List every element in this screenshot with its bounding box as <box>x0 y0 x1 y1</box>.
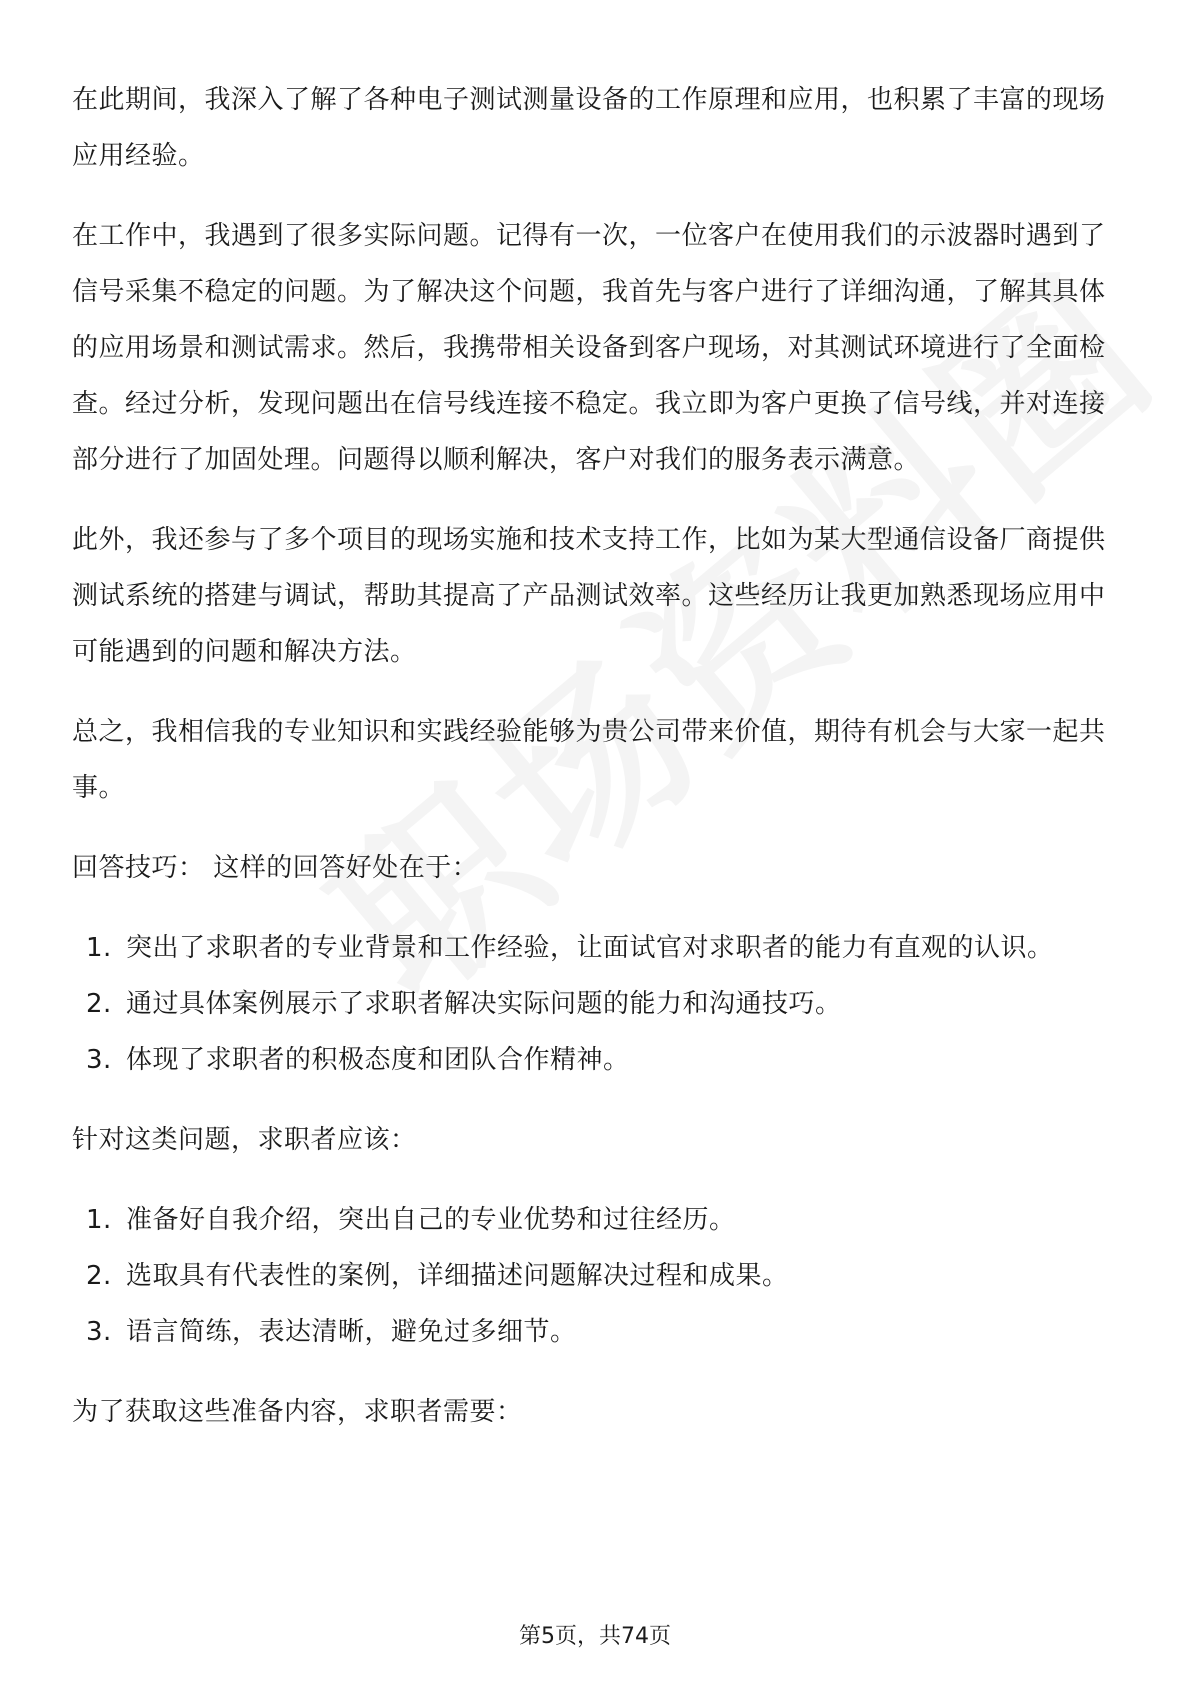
list-item-text: 准备好自我介绍，突出自己的专业优势和过往经历。 <box>126 1205 736 1235</box>
list-item-number: 2. <box>86 1261 112 1291</box>
paragraph-experience: 在此期间，我深入了解了各种电子测试测量设备的工作原理和应用，也积累了丰富的现场应用经验。 <box>72 85 1106 171</box>
closing-line: 为了获取这些准备内容，求职者需要： <box>72 1397 523 1427</box>
list-item-text: 体现了求职者的积极态度和团队合作精神。 <box>126 1045 630 1075</box>
list-item <box>72 1304 1118 1360</box>
list-item-text: 选取具有代表性的案例，详细描述问题解决过程和成果。 <box>126 1261 789 1291</box>
list-item-number: 3. <box>86 1317 112 1347</box>
list-item-number: 3. <box>86 1045 112 1075</box>
list-item-number: 2. <box>86 989 112 1019</box>
advice-list <box>72 1192 1118 1360</box>
list-item <box>72 920 1118 976</box>
page-number-footer: 第5页，共74页 <box>519 1624 671 1649</box>
list-item-number: 1. <box>86 1205 112 1235</box>
paragraph-projects: 此外，我还参与了多个项目的现场实施和技术支持工作，比如为某大型通信设备厂商提供测试系统的搭建与调试，帮助其提高了产品测试效率。这些经历让我更加熟悉现场应用中可能遇到的问题和解决方法。 <box>72 525 1106 667</box>
tips-heading: 回答技巧： 这样的回答好处在于： <box>72 853 479 883</box>
paragraph-conclusion: 总之，我相信我的专业知识和实践经验能够为贵公司带来价值，期待有机会与大家一起共事。 <box>72 717 1106 803</box>
paragraph-case-story: 在工作中，我遇到了很多实际问题。记得有一次，一位客户在使用我们的示波器时遇到了信号采集不稳定的问题。为了解决这个问题，我首先与客户进行了详细沟通，了解其具体的应用场景和测试需求。然后，我携带相关设备到客户现场，对其测试环境进行了全面检查。经过分析，发现问题出在信号线连接不稳定。我立即为客户更换了信号线，并对连接部分进行了加固处理。问题得以顺利解决，客户对我们的服务表示满意。 <box>72 221 1106 475</box>
page-content <box>72 72 1118 1464</box>
list-item-number: 1. <box>86 933 112 963</box>
list-item-text: 通过具体案例展示了求职者解决实际问题的能力和沟通技巧。 <box>126 989 842 1019</box>
list-item <box>72 1032 1118 1088</box>
list-item <box>72 1248 1118 1304</box>
list-item-text: 语言简练，表达清晰，避免过多细节。 <box>126 1317 577 1347</box>
list-item <box>72 976 1118 1032</box>
advice-heading: 针对这类问题，求职者应该： <box>72 1125 417 1155</box>
tips-list <box>72 920 1118 1088</box>
list-item-text: 突出了求职者的专业背景和工作经验，让面试官对求职者的能力有直观的认识。 <box>126 933 1054 963</box>
list-item <box>72 1192 1118 1248</box>
